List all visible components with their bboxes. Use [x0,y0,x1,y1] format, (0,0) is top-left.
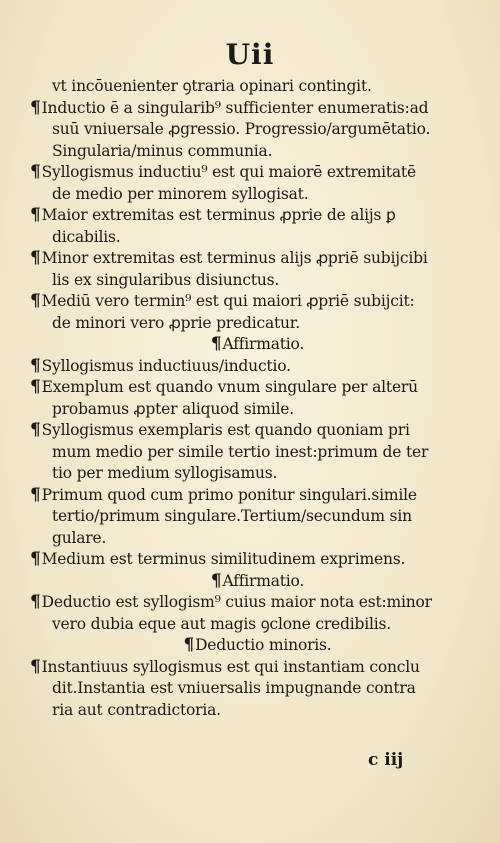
text-line [30,248,485,270]
text-line [30,119,485,141]
line-text: mum medio per simile tertio inest:primum de ter [52,442,429,461]
line-text: Affirmatio. [222,335,305,353]
line-text: gulare. [52,528,107,547]
line-text: Exemplum est quando vnum singulare per alterū [41,378,418,396]
line-text: ria aut contradictoria. [52,700,221,719]
pilcrow-icon: ¶ [30,355,41,376]
text-line [30,678,485,700]
text-line [30,313,485,335]
pilcrow-icon: ¶ [30,420,41,440]
line-text: Maior extremitas est terminus ꝓprie de alijs ꝑ [41,206,396,224]
text-line [30,399,485,421]
text-line [30,270,485,292]
line-text: Syllogismus inductiu⁹ est qui maiorē extremitatē [41,163,416,181]
text-line [30,635,485,657]
text-line [30,528,485,550]
pilcrow-icon: ¶ [30,549,41,569]
pilcrow-icon: ¶ [30,97,41,118]
text-line [30,700,485,722]
text-line [30,463,485,485]
line-text: dit.Instantia est vniuersalis impugnande contra [52,679,416,697]
line-text: de minori vero ꝓprie predicatur. [52,313,301,332]
pilcrow-icon: ¶ [30,162,41,182]
line-text: Syllogismus inductiuus/inductio. [41,356,291,375]
line-text: tio per medium syllogisamus. [52,464,278,482]
line-text: Inductio ē a singularib⁹ sufficienter enumeratis:ad [41,98,429,117]
text-line [30,291,485,313]
pilcrow-icon: ¶ [30,656,41,677]
text-line [30,141,485,163]
text-line [30,571,485,593]
line-text: Affirmatio. [222,571,305,590]
line-text: probamus ꝓpter aliquod simile. [52,399,294,418]
text-line [30,657,485,679]
line-text: dicabilis. [52,227,121,246]
line-text: Singularia/minus communia. [52,141,273,160]
pilcrow-icon: ¶ [30,377,41,397]
text-line [30,356,485,378]
line-text: lis ex singularibus disiunctus. [52,270,280,289]
text-line [30,506,485,528]
pilcrow-icon: ¶ [210,570,222,591]
pilcrow-icon: ¶ [30,248,41,268]
pilcrow-icon: ¶ [30,592,41,612]
line-text: Medium est terminus similitudinem exprimens. [41,550,406,568]
line-text: Minor extremitas est terminus alijs ꝓpriē subijcibi [41,249,428,267]
line-text: vt incōuenienter ꝯtraria opinari contingit. [52,77,372,95]
text-line [30,442,485,464]
signature-mark: c iij [368,750,404,770]
pilcrow-icon: ¶ [30,291,41,311]
text-line [30,485,485,507]
text-line [30,614,485,636]
text-line [30,377,485,399]
text-line [30,420,485,442]
line-text: de medio per minorem syllogisat. [52,184,309,203]
line-text: suū vniuersale ꝓgressio. Progressio/argumētatio. [52,120,431,138]
text-line [30,334,485,356]
line-text: vero dubia eque aut magis ꝯclone credibilis. [52,614,391,633]
text-line [30,98,485,120]
text-line [30,227,485,249]
text-line [30,592,485,614]
pilcrow-icon: ¶ [30,484,41,505]
line-text: Mediū vero termin⁹ est qui maiori ꝓpriē subijcit: [41,292,415,310]
pilcrow-icon: ¶ [183,635,195,655]
line-text: Syllogismus exemplaris est quando quoniam pri [41,421,410,439]
page-header: Uii [225,38,275,71]
text-block [30,76,485,721]
text-line [30,162,485,184]
line-text: tertio/primum singulare.Tertium/secundum sin [52,507,412,525]
text-line [30,205,485,227]
line-text: Deductio est syllogism⁹ cuius maior nota est:minor [41,593,432,611]
line-text: Instantiuus syllogismus est qui instantiam conclu [41,657,420,676]
text-line [30,549,485,571]
pilcrow-icon: ¶ [210,334,222,354]
line-text: Primum quod cum primo ponitur singulari.simile [41,485,417,504]
pilcrow-icon: ¶ [30,205,41,225]
text-line [30,184,485,206]
line-text: Deductio minoris. [195,636,332,654]
text-line [30,76,485,98]
